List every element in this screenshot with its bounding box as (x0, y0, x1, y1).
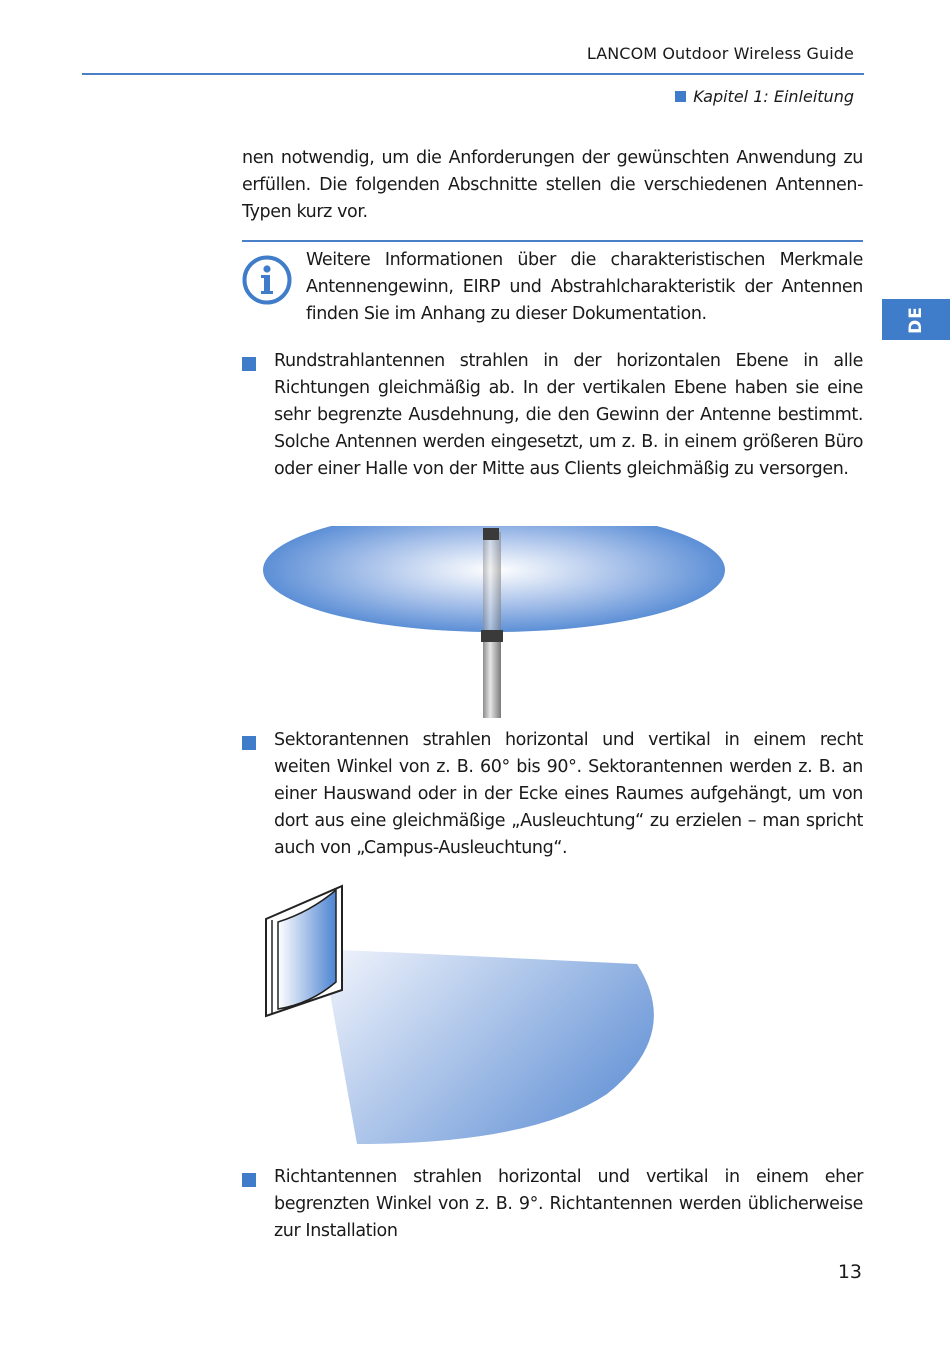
bullet-square-icon (242, 736, 256, 750)
info-icon (241, 254, 293, 306)
antenna-pole-lower (483, 636, 501, 718)
antenna-element (483, 532, 501, 636)
intro-paragraph: nen notwendig, um die Anforderungen der gewünschten Anwendung zu erfüllen. Die folgenden Abschnitte stellen die verschiedenen Antennen-Typen kurz vor. (242, 148, 863, 222)
bullet-square-icon (242, 1173, 256, 1187)
bullet-omni (242, 348, 863, 483)
language-tab (882, 299, 950, 340)
info-text: Weitere Informationen über die charakteristischen Merkmale Antennengewinn, EIRP und Abstrahlcharakteristik der Antennen finden Sie im Anhang zu dieser Dokumentation. (306, 250, 863, 324)
bullet-text: Sektorantennen strahlen horizontal und vertikal in einem recht weiten Winkel von z. B. 60° bis 90°. Sektorantennen werden z. B. an einer Hauswand oder in der Ecke eines Raumes aufgehängt, um von dort aus eine gleichmäßige „Ausleuchtung“ zu erzielen – man spricht auch von „Campus-Ausleuchtung“. (274, 730, 863, 858)
antenna-cap (483, 528, 499, 540)
language-tab-label: DE (905, 305, 926, 334)
chapter-square-icon (675, 91, 686, 102)
bullet-text: Rundstrahlantennen strahlen in der horizontalen Ebene in alle Richtungen gleichmäßig ab. In der vertikalen Ebene haben sie eine sehr begrenzte Ausdehnung, die den Gewinn der Antenne bestimmt. Solche Antennen werden eingesetzt, um z. B. in einem größeren Büro oder einer Halle von der Mitte aus Clients gleichmäßig zu versorgen. (274, 351, 863, 479)
bullet-sector (242, 727, 863, 862)
bullet-directional (242, 1164, 863, 1245)
info-rule (242, 240, 863, 242)
bullet-text: Richtantennen strahlen horizontal und vertikal in einem eher begrenzten Winkel von z. B. 9°. Richtantennen werden üblicherweise zur Installation (274, 1167, 863, 1241)
omni-antenna-figure (262, 526, 728, 718)
page-number: 13 (837, 1261, 862, 1283)
sector-antenna-figure (262, 884, 662, 1148)
header-title: LANCOM Outdoor Wireless Guide (586, 44, 854, 63)
antenna-joint (481, 630, 503, 642)
bullet-square-icon (242, 357, 256, 371)
chapter-label (675, 87, 854, 106)
chapter-title: Kapitel 1: Einleitung (693, 87, 854, 106)
header-rule (82, 73, 864, 75)
radiation-sector (322, 949, 654, 1144)
